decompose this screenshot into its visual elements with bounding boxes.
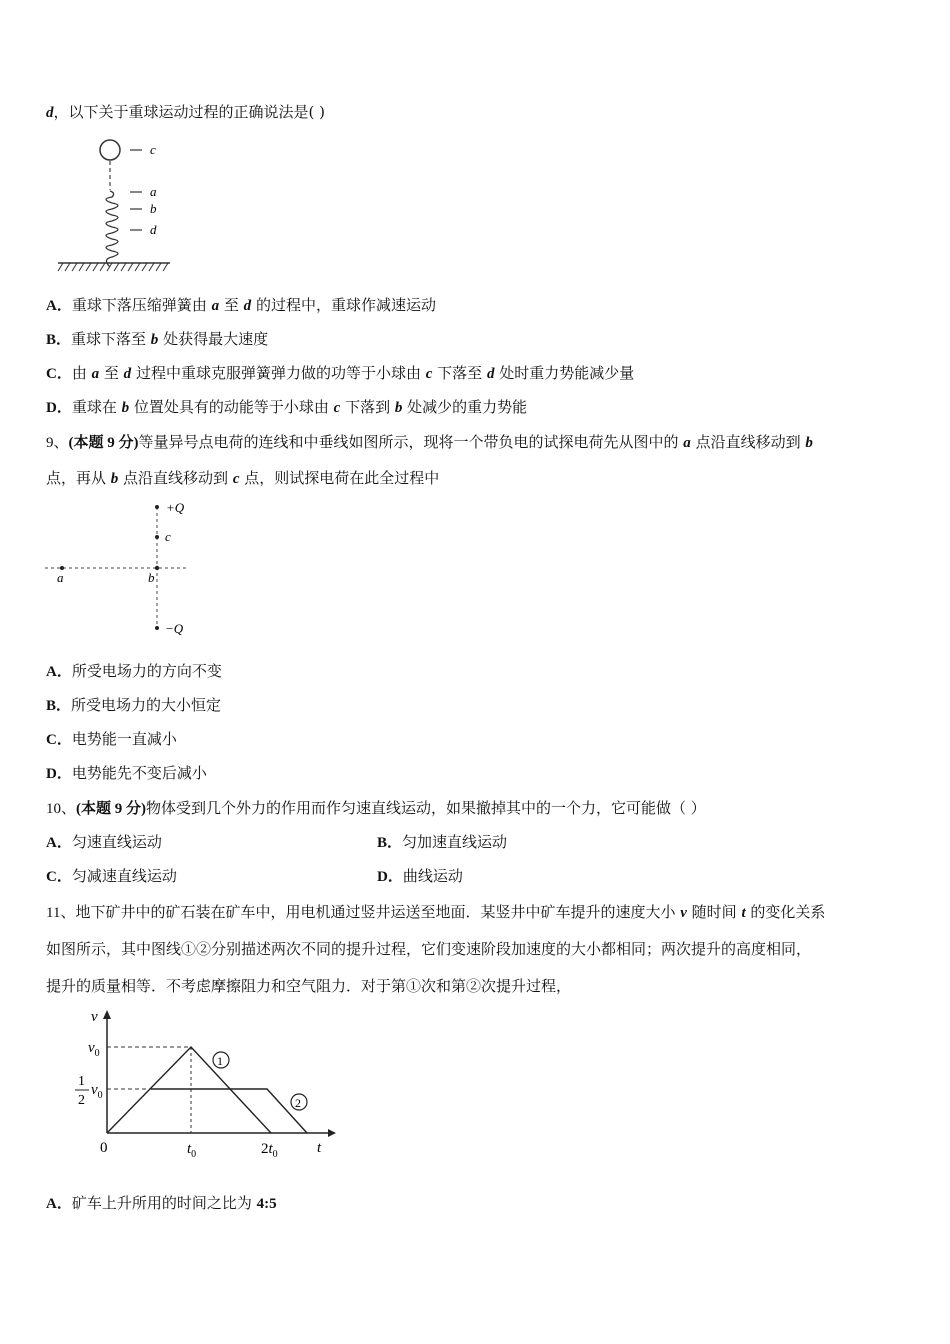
label-b: b bbox=[148, 570, 155, 585]
q8-option-a: A．重球下落压缩弹簧由 a 至 d 的过程中，重球作减速运动 bbox=[46, 296, 436, 314]
label-d: d bbox=[150, 222, 157, 237]
q10-option-c: C．匀减速直线运动 bbox=[46, 867, 177, 885]
series-2-label: 2 bbox=[295, 1096, 301, 1110]
series-1-line bbox=[107, 1047, 271, 1133]
q11-stem-line3: 提升的质量相等．不考虑摩擦阻力和空气阻力．对于第①次和第②次提升过程， bbox=[46, 977, 572, 995]
q8-option-d: D．重球在 b 位置处具有的动能等于小球由 c 下落到 b 处减少的重力势能 bbox=[46, 398, 528, 416]
x-tick-0: 0 bbox=[100, 1140, 108, 1156]
q8-option-b: B．重球下落至 b 处获得最大速度 bbox=[46, 330, 269, 348]
q9-stem-line2: 点，再从 b 点沿直线移动到 c 点，则试探电荷在此全过程中 bbox=[46, 469, 440, 487]
q8-stem bbox=[46, 102, 325, 123]
y-tick-half-num: 1 bbox=[78, 1074, 85, 1089]
q8-stem-text: ，以下关于重球运动过程的正确说法是( ) bbox=[53, 103, 325, 121]
series-1-label: 1 bbox=[217, 1054, 223, 1068]
q9-stem-line1: 9、(本题 9 分)等量异号点电荷的连线和中垂线如图所示，现将一个带负电的试探电荷先从图中的 a 点沿直线移动到 b bbox=[46, 433, 813, 451]
q10-stem: 10、(本题 9 分)物体受到几个外力的作用而作匀速直线运动，如果撤掉其中的一个力，它可能做（ ） bbox=[46, 799, 706, 817]
y-tick-half-den: 2 bbox=[78, 1093, 85, 1108]
charge-figure bbox=[40, 495, 240, 649]
label-a: a bbox=[57, 570, 64, 585]
q8-option-c: C．由 a 至 d 过程中重球克服弹簧弹力做的功等于小球由 c 下落至 d 处时重力势能减少量 bbox=[46, 364, 635, 382]
x-axis-label: t bbox=[317, 1140, 322, 1156]
y-axis-label: v bbox=[91, 1009, 98, 1025]
label-a: a bbox=[150, 184, 157, 199]
q9-option-b: B．所受电场力的大小恒定 bbox=[46, 696, 222, 714]
q11-stem-line1: 11、地下矿井中的矿石装在矿车中，用电机通过竖井运送至地面．某竖井中矿车提升的速度大小 v 随时间 t 的变化关系 bbox=[46, 903, 826, 921]
label-minus-q: −Q bbox=[165, 621, 184, 636]
y-tick-half-v0: $v_0$ bbox=[91, 1082, 103, 1101]
label-b: b bbox=[150, 201, 157, 216]
spring-figure bbox=[55, 135, 185, 279]
x-tick-2t0: $2t_0$ bbox=[261, 1141, 278, 1160]
q10-option-a: A．匀速直线运动 bbox=[46, 833, 162, 851]
q10-option-b: B．匀加速直线运动 bbox=[377, 833, 508, 851]
label-c: c bbox=[165, 529, 171, 544]
q8-stem-var: d bbox=[46, 105, 54, 121]
series-2-line bbox=[151, 1089, 307, 1133]
q9-option-c: C．电势能一直减小 bbox=[46, 730, 177, 748]
x-tick-t0: $t_0$ bbox=[187, 1141, 197, 1160]
q9-option-a: A．所受电场力的方向不变 bbox=[46, 662, 222, 680]
vt-chart bbox=[45, 1005, 340, 1174]
label-c: c bbox=[150, 142, 156, 157]
q11-option-a: A．矿车上升所用的时间之比为 4:5 bbox=[46, 1194, 277, 1212]
label-plus-q: +Q bbox=[166, 500, 185, 515]
q10-option-d: D．曲线运动 bbox=[377, 867, 463, 885]
y-tick-v0: $v_0$ bbox=[88, 1040, 100, 1059]
q11-stem-line2: 如图所示，其中图线①②分别描述两次不同的提升过程，它们变速阶段加速度的大小都相同；两次提升的高度相同， bbox=[46, 940, 812, 958]
q9-option-d: D．电势能先不变后减小 bbox=[46, 764, 207, 782]
